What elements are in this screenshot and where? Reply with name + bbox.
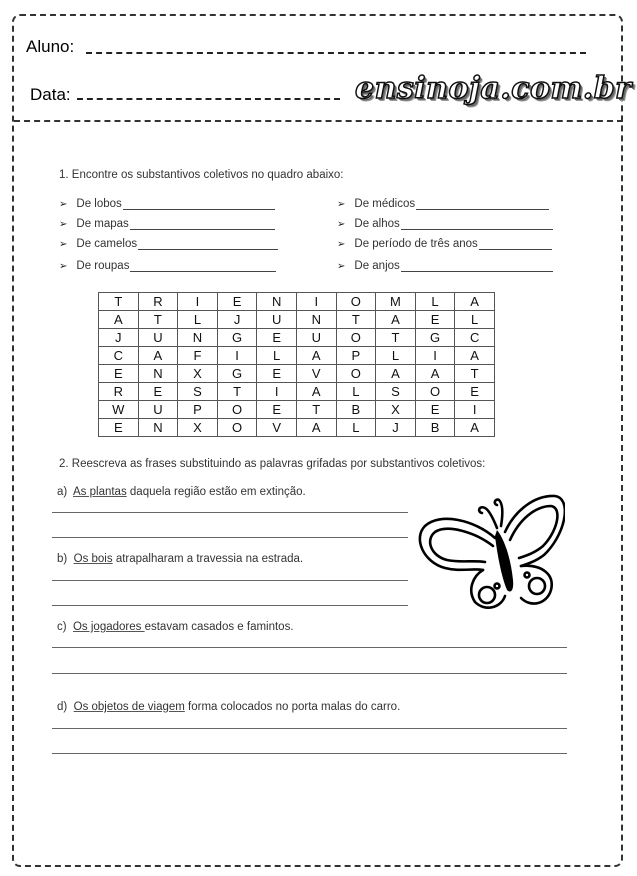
header-divider [14, 120, 623, 122]
grid-cell[interactable]: B [415, 419, 455, 437]
grid-cell[interactable]: N [257, 293, 297, 311]
aluno-label: Aluno: [26, 37, 75, 56]
grid-cell[interactable]: L [455, 311, 495, 329]
grid-cell[interactable]: U [257, 311, 297, 329]
grid-cell[interactable]: P [336, 347, 376, 365]
arrow-bullet-icon: ➢ [337, 219, 346, 230]
grid-cell[interactable]: T [455, 365, 495, 383]
answer-line-a1[interactable] [52, 512, 408, 513]
grid-row [99, 365, 495, 383]
grid-row [99, 347, 495, 365]
sentence-b [57, 553, 303, 565]
grid-row [99, 383, 495, 401]
site-logo: ensinoja.com.br [355, 71, 632, 106]
right-item-anjos [337, 259, 553, 272]
answer-line-c2[interactable] [52, 673, 567, 674]
grid-cell[interactable]: G [217, 329, 257, 347]
grid-cell[interactable]: J [376, 419, 416, 437]
data-label: Data: [30, 85, 71, 104]
sentence-rest: forma colocados no porta malas do carro. [184, 701, 401, 713]
grid-cell[interactable]: R [138, 293, 178, 311]
answer-line-d2[interactable] [52, 753, 567, 754]
grid-cell[interactable]: B [336, 401, 376, 419]
grid-cell[interactable]: V [296, 365, 336, 383]
grid-cell[interactable]: O [415, 383, 455, 401]
sentence-marker: c) [57, 621, 67, 633]
grid-cell[interactable]: T [336, 311, 376, 329]
grid-row [99, 401, 495, 419]
grid-cell[interactable]: T [376, 329, 416, 347]
answer-blank[interactable] [416, 197, 549, 210]
grid-cell[interactable]: X [178, 365, 218, 383]
grid-cell[interactable]: N [178, 329, 218, 347]
answer-line-c1[interactable] [52, 647, 567, 648]
answer-line-d1[interactable] [52, 728, 567, 729]
grid-cell[interactable]: A [376, 365, 416, 383]
grid-cell[interactable]: L [336, 383, 376, 401]
sentence-rest: atrapalharam a travessia na estrada. [112, 553, 304, 565]
item-label: De alhos [354, 218, 400, 230]
right-item-alhos [337, 217, 553, 230]
grid-cell[interactable]: N [138, 365, 178, 383]
underlined-phrase: As plantas [73, 486, 127, 498]
grid-row [99, 329, 495, 347]
grid-cell[interactable]: L [376, 347, 416, 365]
grid-cell[interactable]: O [336, 293, 376, 311]
item-label: De período de três anos [354, 238, 478, 250]
item-label: De anjos [354, 260, 400, 272]
grid-cell[interactable]: C [99, 347, 139, 365]
arrow-bullet-icon: ➢ [59, 199, 68, 210]
grid-cell[interactable]: A [296, 347, 336, 365]
sentence-marker: a) [57, 486, 68, 498]
word-search-grid [98, 292, 495, 437]
sentence-rest: estavam casados e famintos. [144, 621, 294, 633]
question-2-title: 2. Reescreva as frases substituindo as palavras grifadas por substantivos coletivos: [59, 458, 486, 470]
item-label: De mapas [76, 218, 129, 230]
grid-cell[interactable]: U [138, 329, 178, 347]
item-label: De lobos [76, 198, 122, 210]
grid-cell[interactable]: A [415, 365, 455, 383]
sentence-marker: d) [57, 701, 68, 713]
item-label: De roupas [76, 260, 130, 272]
grid-cell[interactable]: E [415, 401, 455, 419]
grid-cell[interactable]: X [178, 419, 218, 437]
grid-cell[interactable]: O [336, 365, 376, 383]
grid-cell[interactable]: P [178, 401, 218, 419]
grid-cell[interactable]: O [336, 329, 376, 347]
grid-cell[interactable]: O [217, 401, 257, 419]
grid-cell[interactable]: A [296, 419, 336, 437]
grid-cell[interactable]: O [217, 419, 257, 437]
grid-cell[interactable]: U [296, 329, 336, 347]
grid-cell[interactable]: E [257, 365, 297, 383]
grid-cell[interactable]: N [296, 311, 336, 329]
underlined-phrase: Os jogadores [72, 621, 145, 633]
page-border [12, 14, 623, 867]
sentence-marker: b) [57, 553, 68, 565]
underlined-phrase: Os bois [73, 553, 113, 565]
grid-row [99, 293, 495, 311]
answer-line-a2[interactable] [52, 537, 408, 538]
grid-cell[interactable]: X [376, 401, 416, 419]
grid-cell[interactable]: M [376, 293, 416, 311]
arrow-bullet-icon: ➢ [59, 239, 68, 250]
grid-cell[interactable]: R [99, 383, 139, 401]
data-field[interactable] [77, 98, 340, 100]
grid-cell[interactable]: E [138, 383, 178, 401]
question-1-title: 1. Encontre os substantivos coletivos no quadro abaixo: [59, 169, 344, 181]
grid-cell[interactable]: A [99, 311, 139, 329]
answer-blank[interactable] [123, 197, 275, 210]
sentence-rest: daquela região estão em extinção. [126, 486, 306, 498]
left-item-camelos [59, 237, 278, 250]
grid-cell[interactable]: I [257, 383, 297, 401]
grid-cell[interactable]: J [217, 311, 257, 329]
grid-cell[interactable]: L [257, 347, 297, 365]
grid-cell[interactable]: I [178, 293, 218, 311]
grid-cell[interactable]: E [257, 401, 297, 419]
left-item-mapas [59, 217, 275, 230]
grid-cell[interactable]: T [217, 383, 257, 401]
answer-blank[interactable] [130, 217, 275, 230]
grid-cell[interactable]: I [415, 347, 455, 365]
answer-blank[interactable] [401, 217, 553, 230]
sentence-a [57, 486, 306, 498]
grid-cell[interactable]: S [178, 383, 218, 401]
grid-cell[interactable]: A [138, 347, 178, 365]
grid-cell[interactable]: A [455, 419, 495, 437]
grid-cell[interactable]: I [217, 347, 257, 365]
left-item-lobos [59, 197, 275, 210]
grid-cell[interactable]: G [217, 365, 257, 383]
grid-cell[interactable]: L [178, 311, 218, 329]
grid-cell[interactable]: I [455, 401, 495, 419]
right-item-periodo [337, 237, 552, 250]
grid-cell[interactable]: N [138, 419, 178, 437]
grid-cell[interactable]: T [99, 293, 139, 311]
grid-cell[interactable]: A [455, 347, 495, 365]
grid-cell[interactable]: L [415, 293, 455, 311]
answer-blank[interactable] [138, 237, 278, 250]
grid-cell[interactable]: A [455, 293, 495, 311]
grid-cell[interactable]: E [99, 365, 139, 383]
answer-line-b2[interactable] [52, 605, 408, 606]
arrow-bullet-icon: ➢ [59, 261, 68, 272]
grid-cell[interactable]: S [376, 383, 416, 401]
item-label: De camelos [76, 238, 138, 250]
grid-cell[interactable]: E [455, 383, 495, 401]
grid-cell[interactable]: V [257, 419, 297, 437]
grid-cell[interactable]: I [296, 293, 336, 311]
sentence-c [57, 621, 294, 633]
answer-blank[interactable] [479, 237, 552, 250]
grid-cell[interactable]: T [138, 311, 178, 329]
grid-cell[interactable]: A [376, 311, 416, 329]
left-item-roupas [59, 259, 276, 272]
arrow-bullet-icon: ➢ [337, 261, 346, 272]
grid-row [99, 311, 495, 329]
answer-blank[interactable] [401, 259, 553, 272]
aluno-field[interactable] [86, 52, 586, 54]
grid-cell[interactable]: W [99, 401, 139, 419]
grid-cell[interactable]: J [99, 329, 139, 347]
grid-cell[interactable]: L [336, 419, 376, 437]
grid-cell[interactable]: F [178, 347, 218, 365]
grid-row [99, 419, 495, 437]
answer-blank[interactable] [130, 259, 276, 272]
underlined-phrase: Os objetos de viagem [73, 701, 185, 713]
grid-cell[interactable]: A [296, 383, 336, 401]
arrow-bullet-icon: ➢ [337, 199, 346, 210]
grid-cell[interactable]: E [217, 293, 257, 311]
sentence-d [57, 701, 400, 713]
arrow-bullet-icon: ➢ [59, 219, 68, 230]
grid-cell[interactable]: T [296, 401, 336, 419]
item-label: De médicos [354, 198, 416, 210]
grid-cell[interactable]: E [99, 419, 139, 437]
grid-cell[interactable]: E [415, 311, 455, 329]
right-item-medicos [337, 197, 549, 210]
grid-cell[interactable]: U [138, 401, 178, 419]
grid-cell[interactable]: E [257, 329, 297, 347]
answer-line-b1[interactable] [52, 580, 408, 581]
grid-cell[interactable]: C [455, 329, 495, 347]
arrow-bullet-icon: ➢ [337, 239, 346, 250]
grid-cell[interactable]: G [415, 329, 455, 347]
butterfly-icon [415, 490, 565, 615]
